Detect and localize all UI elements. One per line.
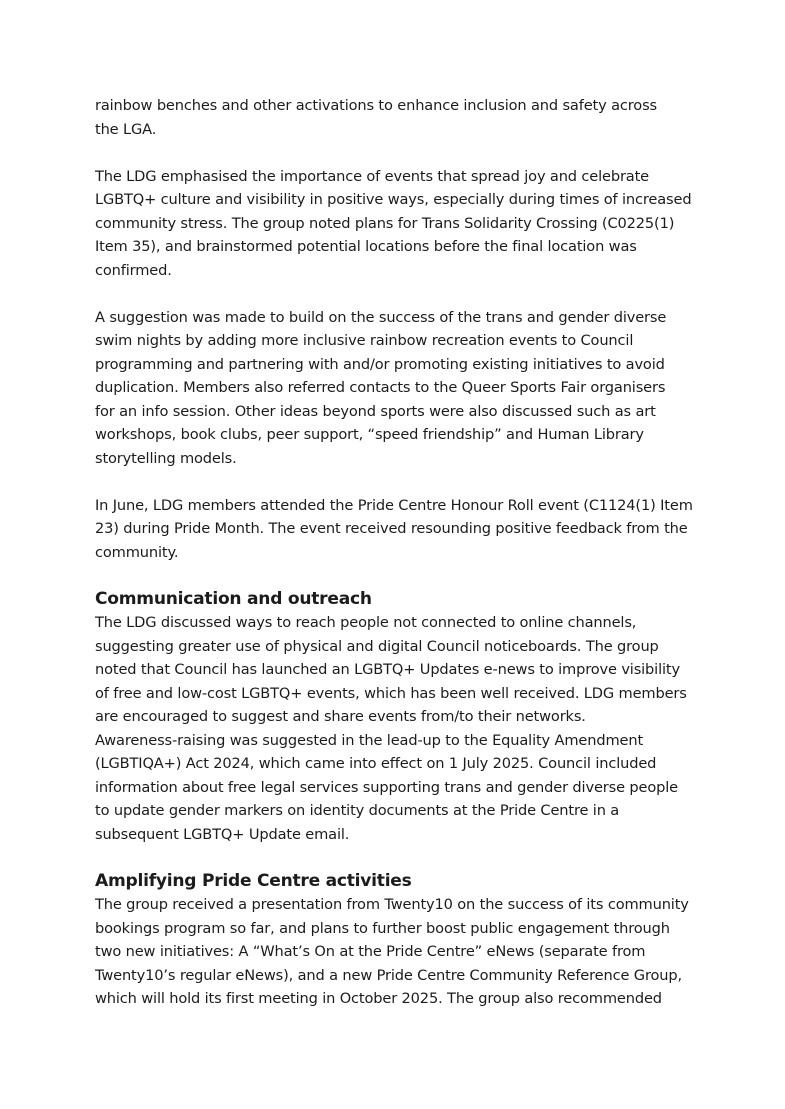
paragraph-pride-centre	[95, 893, 695, 1011]
paragraph-rainbow-benches	[95, 94, 695, 141]
text-line: The LDG emphasised the importance of events that spread joy and celebrate	[95, 167, 650, 185]
text-line: 23) during Pride Month. The event received resounding positive feedback from the	[95, 520, 688, 537]
text-line: rainbow benches and other activations to enhance inclusion and safety across	[95, 97, 657, 114]
text-line: for an info session. Other ideas beyond sports were also discussed such as art	[95, 402, 656, 420]
paragraph-events-joy	[95, 165, 695, 283]
paragraph-honour-roll	[95, 494, 695, 565]
text-line: two new initiatives: A “What’s On at the Pride Centre” eNews (separate from	[95, 943, 646, 960]
text-line: confirmed.	[95, 261, 172, 279]
text-line: the LGA.	[95, 120, 157, 138]
text-line: information about free legal services supporting trans and gender diverse people	[95, 778, 678, 796]
text-line: of free and low-cost LGBTQ+ events, which has been well received. LDG members	[95, 684, 687, 702]
text-line: programming and partnering with and/or promoting existing initiatives to avoid	[95, 355, 665, 373]
document-page	[95, 94, 695, 1034]
text-line: swim nights by adding more inclusive rainbow recreation events to Council	[95, 332, 634, 349]
text-line: A suggestion was made to build on the success of the trans and gender diverse	[95, 308, 667, 326]
text-line: subsequent LGBTQ+ Update email.	[95, 825, 350, 843]
text-line: In June, LDG members attended the Pride Centre Honour Roll event (C1124(1) Item	[95, 496, 693, 514]
section-heading-communication: Communication and outreach	[95, 588, 372, 609]
text-line: community.	[95, 543, 179, 561]
section-heading-pride-centre: Amplifying Pride Centre activities	[95, 870, 412, 891]
text-line: bookings program so far, and plans to further boost public engagement through	[95, 919, 670, 937]
text-line: Item 35), and brainstormed potential locations before the final location was	[95, 238, 637, 255]
text-line: Awareness-raising was suggested in the lead-up to the Equality Amendment	[95, 731, 644, 749]
text-line: which will hold its first meeting in October 2025. The group also recommended	[95, 990, 662, 1007]
text-line: are encouraged to suggest and share events from/to their networks.	[95, 708, 586, 725]
text-line: Twenty10’s regular eNews), and a new Pride Centre Community Reference Group,	[95, 966, 682, 984]
text-line: storytelling models.	[95, 449, 237, 467]
text-line: suggesting greater use of physical and digital Council noticeboards. The group	[95, 637, 659, 655]
text-line: (LGBTIQA+) Act 2024, which came into effect on 1 July 2025. Council included	[95, 755, 657, 772]
text-line: workshops, book clubs, peer support, “speed friendship” and Human Library	[95, 426, 644, 443]
text-line: The group received a presentation from Twenty10 on the success of its community	[95, 896, 689, 913]
text-line: to update gender markers on identity documents at the Pride Centre in a	[95, 802, 620, 819]
text-line: LGBTQ+ culture and visibility in positive ways, especially during times of increased	[95, 191, 692, 208]
paragraph-communication	[95, 611, 695, 846]
text-line: duplication. Members also referred contacts to the Queer Sports Fair organisers	[95, 379, 666, 396]
text-line: noted that Council has launched an LGBTQ+ Updates e-news to improve visibility	[95, 661, 680, 678]
text-line: The LDG discussed ways to reach people not connected to online channels,	[95, 614, 637, 631]
text-line: community stress. The group noted plans for Trans Solidarity Crossing (C0225(1)	[95, 214, 675, 232]
paragraph-swim-nights	[95, 306, 695, 471]
